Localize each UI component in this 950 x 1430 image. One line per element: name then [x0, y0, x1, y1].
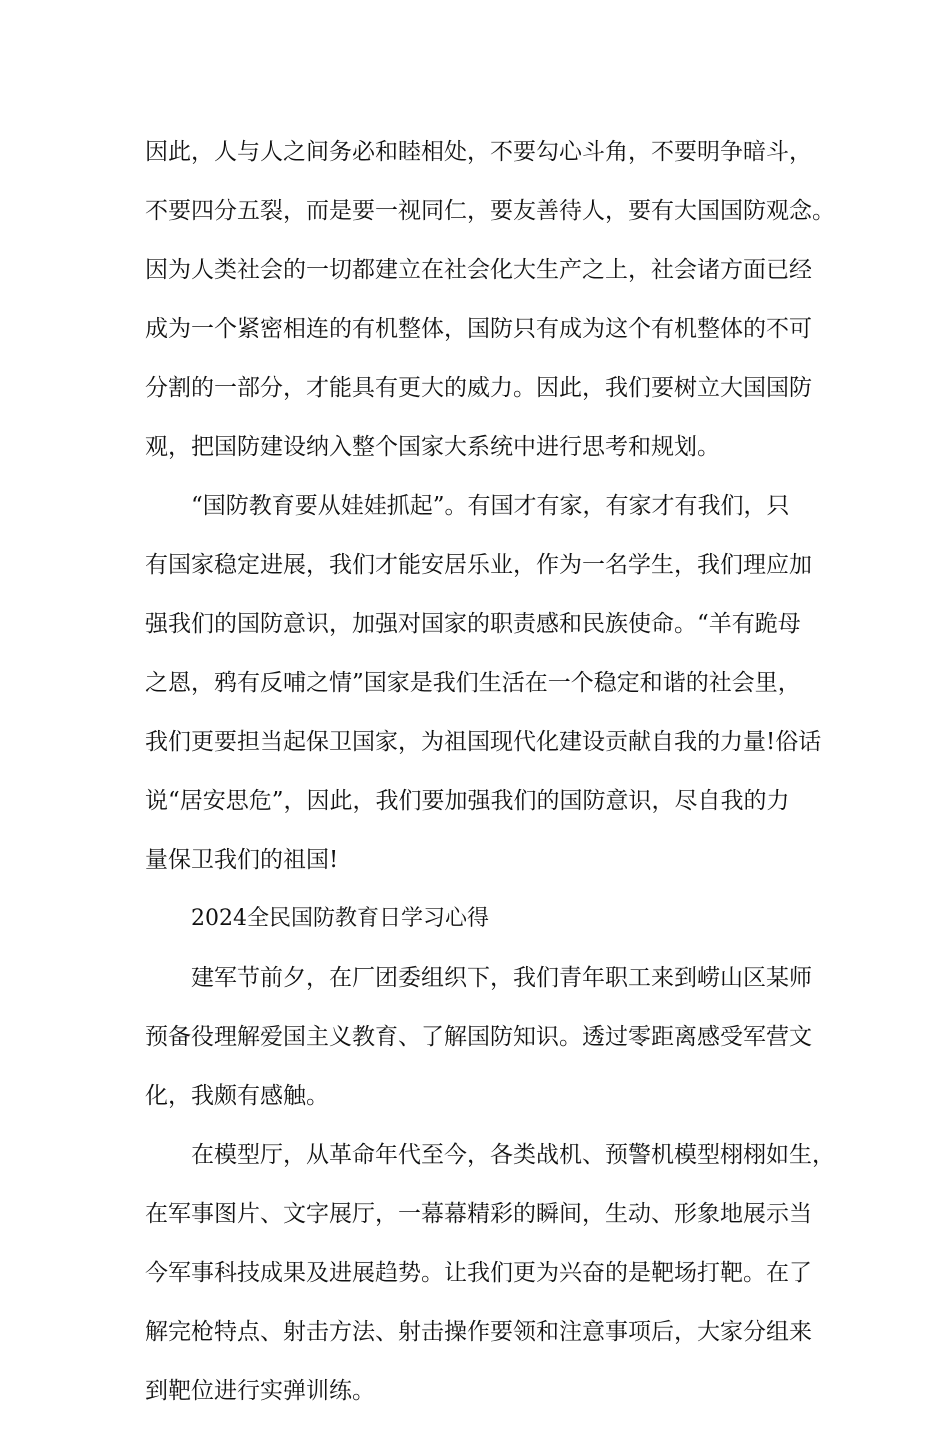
- document-body: [145, 132, 835, 1430]
- paragraph: [145, 132, 835, 467]
- text-line: 今军事科技成果及进展趋势。让我们更为兴奋的是靶场打靶。在了: [145, 1260, 812, 1286]
- text-line: 解完枪特点、射击方法、射击操作要领和注意事项后，大家分组来: [145, 1319, 812, 1345]
- text-line: 到靶位进行实弹训练。: [145, 1378, 375, 1404]
- section-heading: [145, 899, 835, 939]
- text-line: 因为人类社会的一切都建立在社会化大生产之上，社会诸方面已经: [145, 257, 812, 283]
- heading-text: 2024全民国防教育日学习心得: [191, 906, 489, 931]
- text-line: 预备役理解爱国主义教育、了解国防知识。透过零距离感受军营文: [145, 1024, 812, 1050]
- text-line: 量保卫我们的祖国!: [145, 847, 339, 873]
- text-line: 在军事图片、文字展厅，一幕幕精彩的瞬间，生动、形象地展示当: [145, 1201, 812, 1227]
- text-line: 建军节前夕，在厂团委组织下，我们青年职工来到崂山区某师: [191, 965, 812, 991]
- text-line: 化，我颇有感触。: [145, 1083, 329, 1109]
- paragraph: [145, 1135, 835, 1411]
- text-line: 观，把国防建设纳入整个国家大系统中进行思考和规划。: [145, 434, 720, 460]
- text-line: 成为一个紧密相连的有机整体，国防只有成为这个有机整体的不可: [145, 316, 812, 342]
- paragraph: [145, 958, 835, 1116]
- text-line: 我们更要担当起保卫国家，为祖国现代化建设贡献自我的力量!俗话: [145, 729, 822, 755]
- text-line: “国防教育要从娃娃抓起”。有国才有家，有家才有我们，只: [191, 493, 790, 519]
- text-line: 说“居安思危”，因此，我们要加强我们的国防意识，尽自我的力: [145, 788, 790, 814]
- text-line: 不要四分五裂，而是要一视同仁，要友善待人，要有大国国防观念。: [145, 198, 835, 224]
- paragraph: [145, 486, 835, 880]
- text-line: 分割的一部分，才能具有更大的威力。因此，我们要树立大国国防: [145, 375, 812, 401]
- text-line: 有国家稳定进展，我们才能安居乐业，作为一名学生，我们理应加: [145, 552, 812, 578]
- text-line: 因此，人与人之间务必和睦相处，不要勾心斗角，不要明争暗斗，: [145, 139, 812, 165]
- text-line: 强我们的国防意识，加强对国家的职责感和民族使命。“羊有跪母: [145, 611, 801, 637]
- text-line: 之恩，鸦有反哺之情”国家是我们生活在一个稳定和谐的社会里，: [145, 670, 801, 696]
- text-line: 在模型厅，从革命年代至今，各类战机、预警机模型栩栩如生，: [191, 1142, 835, 1168]
